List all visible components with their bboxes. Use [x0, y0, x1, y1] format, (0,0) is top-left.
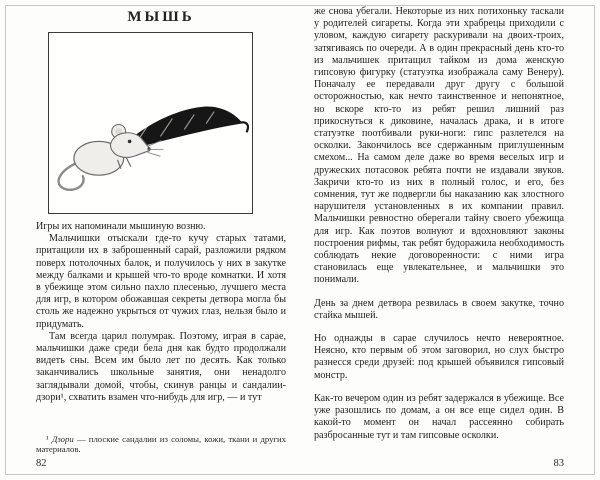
right-page: [314, 0, 564, 480]
illustration-frame: [48, 32, 253, 214]
page-number-left: 82: [36, 458, 47, 469]
paragraph: Но однажды в сарае случилось нечто невероятное. Неясно, кто первым об этом заговорил, но слух быстро разнесся среди друзей: под крышей объявился гипсовый монстр.: [314, 333, 564, 381]
right-page-text: [314, 0, 564, 442]
footnote: [36, 434, 286, 455]
paragraph: Как-то вечером один из ребят задержался в убежище. Все уже разошлись по домам, а он все еще сидел один. В какой-то момент он начал рассеянно собирать разбросанные тут и там гипсовые осколки.: [314, 392, 564, 441]
mouse-and-quill-illustration: [49, 33, 252, 213]
footnote-term: Дзори: [51, 433, 74, 444]
paragraph: Там всегда царил полумрак. Поэтому, играя в сарае, мальчишки даже среди бела дня как будто продолжали видеть сны. Всем им было лет по десять. Как только заканчивались школьные занятия, они ненадолго заглядывали домой, чтобы, скинув ранцы и сандалии-дзори¹, схватить взамен что-нибудь для игр, — и тут: [36, 330, 286, 403]
page-number-right: 83: [553, 458, 564, 469]
chapter-title: МЫШЬ: [127, 9, 195, 25]
left-page: [36, 0, 286, 480]
footnote-definition: — плоские сандалии из соломы, кожи, ткани и других материалов.: [36, 433, 287, 455]
footnote-marker: ¹: [46, 433, 49, 444]
paragraph: же снова убегали. Некоторые из них потихоньку таскали у родителей сигареты. Когда эти храбрецы приходили с уловом, каждую сигарету раскуривали на двоих-троих, затягиваясь по очереди. А в один прекрасный день кто-то из мальчишек притащил тайком из дома женскую гипсовую фигурку (статуэтка изображала саму Венеру). Поначалу ее передавали друг другу с большой осторожностью, как нечто таинственное и непонятное, но вскоре кто-то из ребят решил лишний раз прикоснуться к диковине, началась драка, и в итоге статуэтке поотбивали руки-ноги: гипс разлетелся на осколки. Закончилось все сдержанным приглушенным смехом... На самом деле даже во время веселых игр и дружеских потасовок ребята почти не издавали звуков. Закричи кто-то из них в полный голос, и его, без сомнения, тут же подвергли бы наказанию как злостного нарушителя установленных в их компании правил. Мальчишки ревностно оберегали тайну своего убежища для игр. Как поэтов волнуют и вдохновляют законы построения рифмы, так ребят будоражила необходимость соблюдать некие договоренности: с ними игра становилась еще увлекательнее, и мальчишки это понимали.: [314, 6, 564, 286]
left-page-text: [36, 221, 286, 404]
paragraph: Мальчишки отыскали где-то кучу старых татами, притащили их в заброшенный сарай, разложили рядком поверх потолочных балок, и получилось у них в закутке между балками и крышей что-то вроде комнатки. И хотя в убежище этом сильно пахло плесенью, лучшего места для игр, в котором обожавшая секреты детвора могла бы столь же надежно укрыться от чужих глаз, нельзя было и придумать.: [36, 233, 286, 330]
paragraph: День за днем детвора резвилась в своем закутке, точно стайка мышей.: [314, 297, 564, 321]
paragraph: Игры их напоминали мышиную возню.: [36, 221, 206, 232]
